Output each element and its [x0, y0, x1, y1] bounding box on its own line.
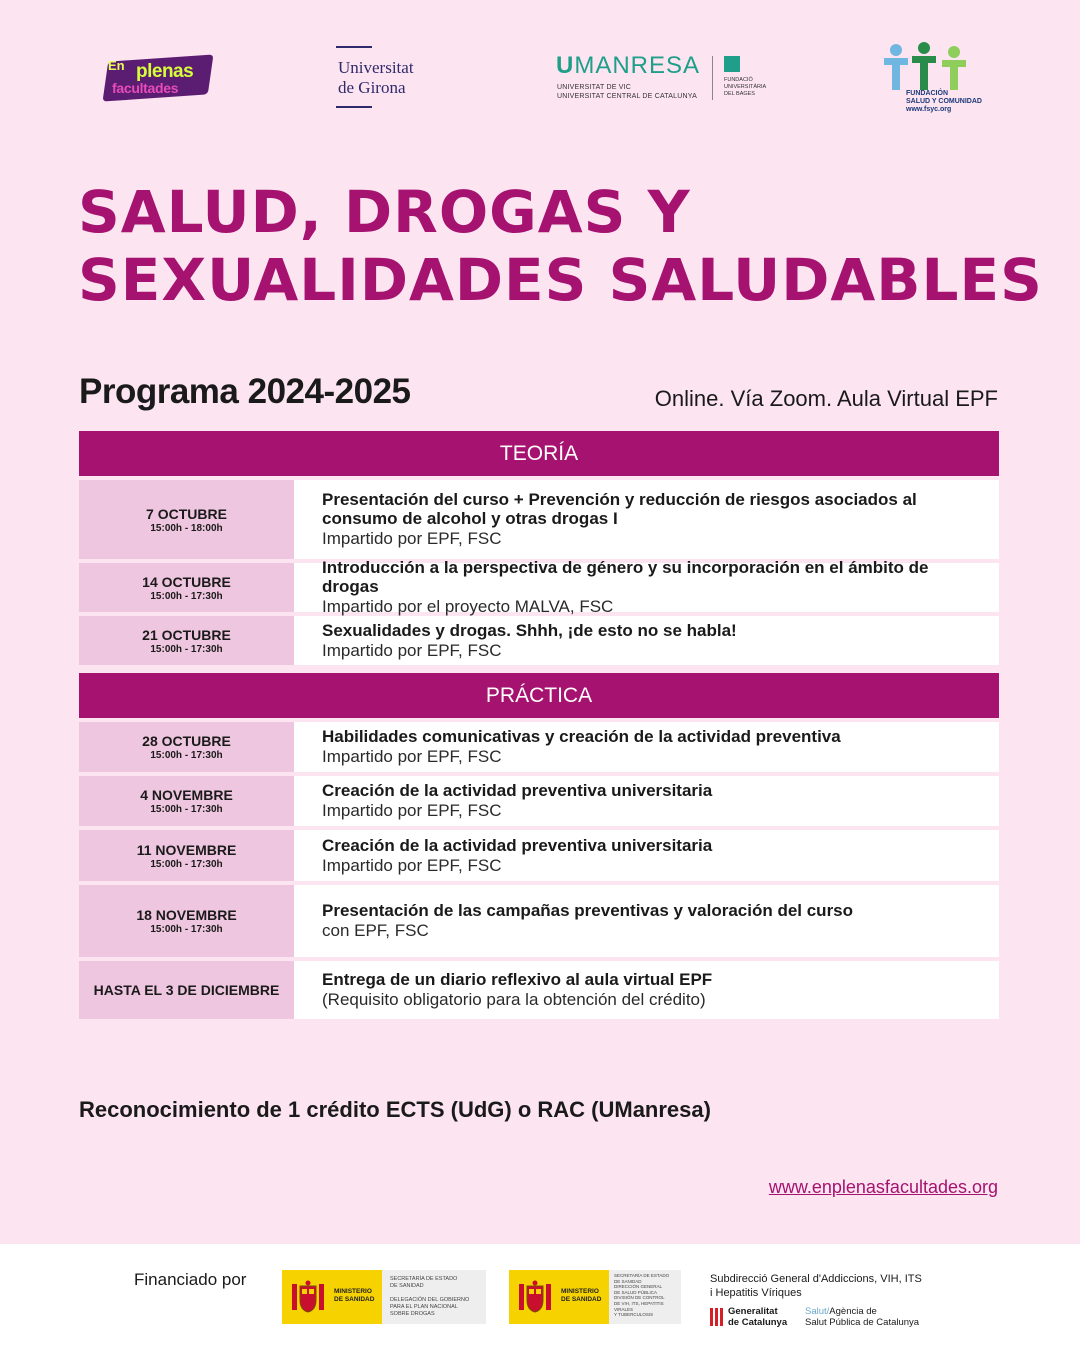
session-instructor: con EPF, FSC	[322, 921, 429, 940]
umanresa-sub-1: UNIVERSITAT DE VIC	[557, 84, 631, 91]
fsyc-line-3: www.fsyc.org	[906, 106, 952, 113]
session-title: Habilidades comunicativas y creación de la actividad preventiva	[322, 727, 841, 746]
modality-text: Online. Vía Zoom. Aula Virtual EPF	[654, 386, 998, 411]
fundacio-square-icon	[724, 56, 740, 72]
umanresa-logo-name: UMANRESA	[556, 52, 701, 79]
aspc-logo: Salut/Agència de Salut Pública de Catalunya	[805, 1306, 920, 1328]
session-date: 14 OCTUBRE	[142, 573, 231, 590]
umanresa-logo	[556, 52, 776, 108]
session-instructor: Impartido por EPF, FSC	[322, 855, 502, 875]
session-instructor: Impartido por EPF, FSC	[322, 529, 502, 548]
partner-logos	[0, 40, 1080, 120]
fsyc-line-2: SALUD Y COMUNIDAD	[906, 98, 982, 105]
udg-logo-line-2: de Girona	[338, 78, 406, 97]
session-hours: 15:00h - 17:30h	[150, 590, 223, 602]
session-row	[79, 616, 999, 665]
session-description	[294, 558, 999, 616]
session-row	[79, 722, 999, 772]
session-row	[79, 480, 999, 559]
schedule-table	[79, 431, 999, 1019]
session-title: Presentación de las campañas preventivas y valoración del curso	[322, 901, 854, 920]
program-year: Programa 2024-2025	[79, 372, 411, 411]
session-date-cell	[79, 961, 294, 1019]
spain-coat-of-arms-icon	[290, 1280, 326, 1314]
funded-by-label: Financiado por	[134, 1270, 247, 1289]
section-header-teoria: TEORÍA	[79, 431, 999, 476]
ministry-name: MINISTERIO DE SANIDAD	[561, 1288, 602, 1303]
session-instructor: Impartido por el proyecto MALVA, FSC	[322, 597, 614, 616]
website-link[interactable]: www.enplenasfacultades.org	[768, 1177, 998, 1197]
title-line-2: SEXUALIDADES SALUDABLES	[78, 246, 1043, 314]
generalitat-logo: Generalitat de Catalunya	[710, 1306, 800, 1330]
umanresa-sub-2: UNIVERSITAT CENTRAL DE CATALUNYA	[557, 93, 697, 100]
session-instructor: Impartido por EPF, FSC	[322, 801, 502, 820]
universitat-girona-logo	[336, 44, 446, 110]
session-row	[79, 830, 999, 881]
session-title: Creación de la actividad preventiva universitaria	[322, 835, 713, 855]
session-description	[294, 616, 999, 665]
ministry-departments: SECRETARÍA DE ESTADO DE SANIDAD DIRECCIÓN GENERAL DE SALUD PÚBLICA DIVISIÓN DE CONTROL DE VIH, ITS, HEPATITIS VIRALES Y TUBERCULOSIS	[609, 1270, 681, 1324]
fundacio-line-3: DEL BAGES	[724, 91, 755, 97]
subdireccio-text: Subdirecció General d'Addiccions, VIH, ITS i Hepatitis Víriques	[710, 1273, 922, 1299]
session-date: 7 OCTUBRE	[146, 505, 227, 522]
session-date: 18 NOVEMBRE	[136, 907, 237, 923]
session-date: 28 OCTUBRE	[142, 733, 231, 749]
fsyc-line-1: FUNDACIÓN	[906, 90, 948, 97]
session-hours: 15:00h - 17:30h	[150, 643, 223, 655]
session-date: HASTA EL 3 DE DICIEMBRE	[93, 982, 280, 998]
session-date-cell	[79, 776, 294, 826]
session-date-cell	[79, 480, 294, 559]
fundacio-line-2: UNIVERSITÀRIA	[724, 84, 767, 90]
epf-logo-text-2: plenas	[136, 61, 194, 82]
spain-coat-of-arms-icon	[517, 1280, 553, 1314]
ministry-name: MINISTERIO DE SANIDAD	[334, 1288, 375, 1303]
epf-logo-text-1: En	[108, 58, 125, 73]
session-title: Presentación del curso + Prevención y reducción de riesgos asociados al consumo de alcohol y otras drogas I	[322, 490, 917, 528]
ministry-sanidad-salud-publica-logo	[509, 1270, 681, 1324]
session-hours: 15:00h - 17:30h	[150, 858, 223, 870]
session-row	[79, 961, 999, 1019]
people-figures-icon	[880, 42, 970, 92]
session-title: Creación de la actividad preventiva universitaria	[322, 781, 713, 800]
catalunya-logos	[710, 1272, 970, 1328]
session-description	[294, 961, 999, 1019]
session-hours: 15:00h - 17:30h	[150, 804, 223, 815]
session-description	[294, 830, 999, 881]
session-hours: 15:00h - 17:30h	[150, 924, 223, 935]
session-row	[79, 885, 999, 957]
session-hours: 15:00h - 18:00h	[150, 522, 223, 534]
funding-footer	[0, 1244, 1080, 1350]
session-description	[294, 885, 999, 957]
session-date: 11 NOVEMBRE	[136, 841, 237, 858]
title-line-1: SALUD, DROGAS Y	[78, 178, 691, 246]
session-date: 21 OCTUBRE	[142, 626, 231, 643]
udg-logo-line-1: Universitat	[338, 58, 414, 77]
epf-logo-text-3: facultades	[112, 80, 179, 96]
enplenasfacultades-logo	[100, 50, 218, 102]
fundacio-line-1: FUNDACIÓ	[724, 77, 753, 83]
session-date: 4 NOVEMBRE	[140, 787, 233, 803]
session-title: Introducción a la perspectiva de género y su incorporación en el ámbito de drogas	[322, 558, 929, 596]
session-date-cell	[79, 563, 294, 612]
session-hours: 15:00h - 17:30h	[150, 750, 223, 761]
session-row	[79, 558, 999, 616]
session-note: (Requisito obligatorio para la obtención del crédito)	[322, 990, 706, 1009]
section-header-practica: PRÁCTICA	[79, 673, 999, 718]
page-title	[78, 178, 1043, 314]
ministry-sanidad-pnsd-logo	[282, 1270, 486, 1324]
session-date-cell	[79, 885, 294, 957]
session-instructor: Impartido por EPF, FSC	[322, 640, 502, 660]
session-title: Entrega de un diario reflexivo al aula virtual EPF	[322, 970, 713, 989]
session-date-cell	[79, 722, 294, 772]
session-title: Sexualidades y drogas. Shhh, ¡de esto no se habla!	[322, 620, 737, 640]
session-description	[294, 776, 999, 826]
session-description	[294, 480, 999, 559]
credit-recognition: Reconocimiento de 1 crédito ECTS (UdG) o RAC (UManresa)	[79, 1097, 711, 1122]
session-date-cell	[79, 616, 294, 665]
senyera-icon	[710, 1308, 724, 1326]
ministry-departments: SECRETARÍA DE ESTADO DE SANIDAD DELEGACIÓN DEL GOBIERNO PARA EL PLAN NACIONAL SOBRE DROGAS	[382, 1270, 486, 1324]
session-description	[294, 722, 999, 772]
session-date-cell	[79, 830, 294, 881]
session-instructor: Impartido por EPF, FSC	[322, 747, 502, 766]
session-row	[79, 776, 999, 826]
fsyc-logo	[876, 42, 986, 116]
